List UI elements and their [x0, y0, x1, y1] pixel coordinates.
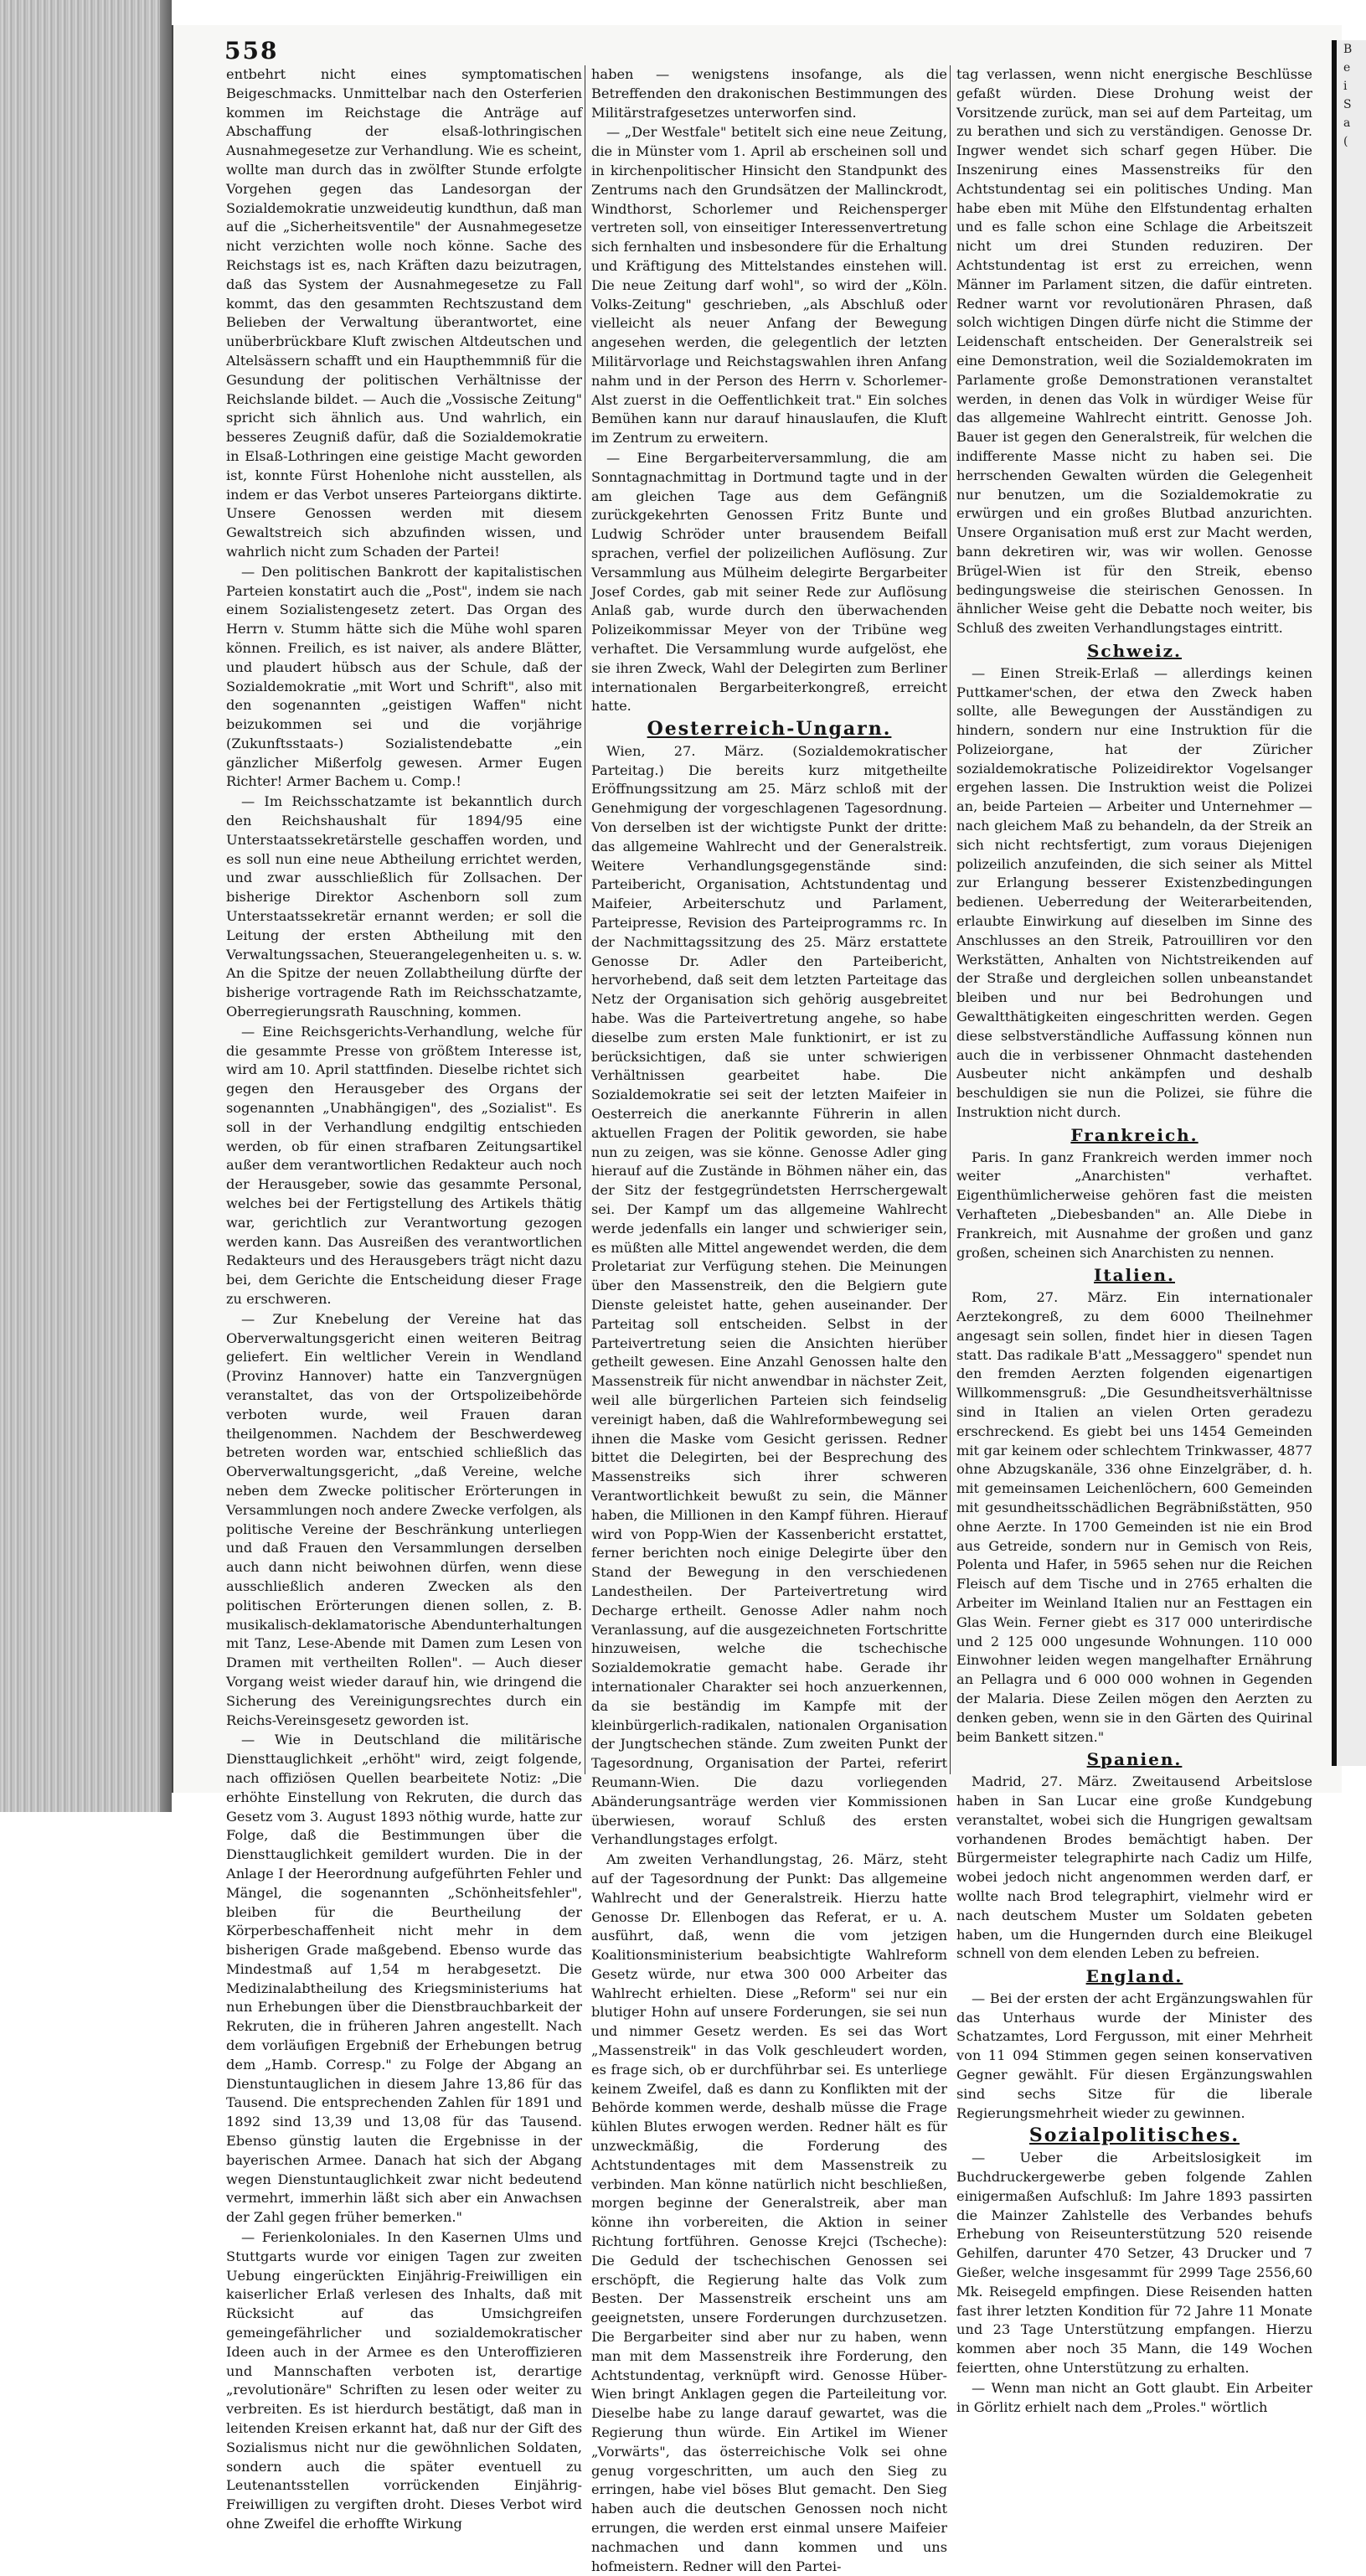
section-heading: Frankreich.	[1070, 1124, 1198, 1145]
article-paragraph: — Wie in Deutschland die militärische Diensttauglichkeit „erhöht" wird, zeigt folgende, nach offiziösen Quellen bearbeitete Notiz: „Die erhöhte Einstellung von Rekruten, die durch das Gesetz vom 3. August 1893 nöthig wurde, hatte zur Folge, daß die Bestimmungen über die Diensttauglichkeit gemildert wurden. Die in der Anlage I der Heerordnung aufgeführten Fehler und Mängel, die sogenannten „Schönheitsfehler", bleiben für die Beurtheilung der Körperbeschaffenheit nicht mehr in dem bisherigen Grade maßgebend. Ebenso wurde das Mindestmaß auf 1,54 m herabgesetzt. Die Medizinalabtheilung des Kriegsministeriums hat nun Erhebungen über die Dienstbrauchbarkeit der Rekruten, die in früheren Jahren angestellt. Nach dem vorläufigen Ergebniß der Erhebungen betrug dem „Hamb. Corresp." zu Folge der Abgang an Dienstuntauglichen in diesem Jahre 13,86 für das Tausend. Die entsprechenden Zahlen für 1891 und 1892 sind 13,39 und 13,08 für das Tausend. Ebenso günstig lauten die Ergebnisse in der bayerischen Armee. Danach hat sich der Abgang wegen Dienstuntauglichkeit zwar nicht bedeutend vermehrt, immerhin läßt sich aber ein Anwachsen der Zahl gegen früher bemerken."	[226, 1732, 582, 2226]
article-paragraph: tag verlassen, wenn nicht energische Beschlüsse gefaßt würden. Diese Drohung weist der Vorsitzende zurück, man sei auf dem Parteitag, um zu berathen und sich zu verständigen. Genosse Dr. Ingwer wendet sich scharf gegen Hüber. Die Inszenirung eines Massenstreiks für den Achtstundentag sei ein politisches Unding. Man habe eben mit Mühe den Elfstundentag erhalten und es falle schon eine Schlage die Arbeitszeit nicht um drei Stunden reduziren. Der Achtstundentag ist erst zu erreichen, wenn Männer im Parlament sitzen, die dafür eintreten. Redner warnt vor revolutionären Phrasen, daß solch wichtigen Dingen dürfe nicht die Stimme der Leidenschaft entscheiden. Der Generalstreik sei eine Demonstration, weil die Sozialdemokraten im Parlamente große Demonstrationen veranstaltet werden, in denen das Volk in würdiger Weise für das allgemeine Wahlrecht eintritt. Genosse Joh. Bauer ist gegen den Generalstreik, für welchen die indifferente Masse nicht zu haben sei. Die herrschenden Gewalten würden die Gelegenheit nur benutzen, um die Sozialdemokratie zu erwürgen und ein großes Blutbad anzurichten. Unsere Organisation muß erst zur Macht werden, bann dekretiren wir, was wir wollen. Genosse Brügel-Wien ist für den Streik, ebenso bedingungsweise die steirischen Genossen. In ähnlicher Weise geht die Debatte noch weiter, bis Schluß des zweiten Verhandlungstages eintritt.	[956, 66, 1312, 637]
article-paragraph: Am zweiten Verhandlungstag, 26. März, steht auf der Tagesordnung der Punkt: Das allgemeine Wahlrecht und der Generalstreik. Hierzu hatte Genosse Dr. Ellenbogen das Referat, er u. A. ausführt, daß, wenn die vom jetzigen Koalitionsministerium beabsichtigte Wahlreform Gesetz würde, nur etwa 300 000 Arbeiter das Wahlrecht erhielten. Diese „Reform" sei nur ein blutiger Hohn auf unsere Forderungen, sie sei nun und nimmer Gesetz werden. Es sei das Wort „Massenstreik" in das Volk geschleudert worden, es frage sich, ob er durchführbar sei. Es unterliege keinem Zweifel, daß es dann zu Konflikten mit der Behörde kommen werde, deshalb müsse die Frage kühlen Blutes erwogen werden. Redner hält es für unzweckmäßig, die Forderung des Achtstundentages mit dem Massenstreik zu verbinden. Man könne natürlich nicht beschließen, morgen beginne der Generalstreik, aber man könne ihn vorbereiten, die Aktion in seiner Richtung fortführen. Genosse Krejci (Tscheche): Die Geduld der tschechischen Genossen sei erschöpft, die Regierung halte das Volk zum Besten. Der Massenstreik erscheint uns am geeignetsten, unsere Forderungen durchzusetzen. Die Bergarbeiter sind aber nur zu haben, wenn man mit dem Massenstreik ihre Forderung, den Achtstundentag, verknüpft wird. Genosse Hüber-Wien bringt Anklagen gegen die Parteileitung vor. Dieselbe habe zu lange darauf gewartet, was die Regierung thun würde. Ein Artikel im Wiener „Vorwärts", das österreichische Volk sei ohne genug vorgeschritten, um auch den Sieg zu erringen, habe viel böses Blut gemacht. Den Sieg haben auch die deutschen Genossen noch nicht errungen, die werden erst einmal unsere Maifeier nachmachen und dann kommen und uns hofmeistern. Redner will den Partei-	[591, 1851, 947, 2574]
article-paragraph: — „Der Westfale" betitelt sich eine neue Zeitung, die in Münster vom 1. April ab erscheinen soll und in kirchenpolitischer Hinsicht den Standpunkt des Zentrums nach den Grundsätzen der Mallinckrodt, Windthorst, Schorlemer und Reichensperger vertreten soll, von einseitiger Interessenvertretung sich fernhalten und insbesondere für die Erhaltung und Kräftigung des Mittelstandes einstehen will. Die neue Zeitung darf wohl", so wird der „Köln. Volks-Zeitung" geschrieben, „als Abschluß oder vielleicht als neuer Anfang der Bewegung angesehen werden, die gelegentlich der letzten Militärvorlage und Reichstagswahlen ihren Anfang nahm und in der Person des Herrn v. Schorlemer-Alst zuerst in die Oeffentlichkeit trat." Ein solches Bemühen kann nur darauf hinauslaufen, die Kluft im Zentrum zu erweitern.	[591, 124, 947, 447]
article-paragraph: — Einen Streik-Erlaß — allerdings keinen Puttkamer'schen, der etwa den Zweck haben sollte, alle Bewegungen der Ausständigen zu hindern, sondern nur eine Instruktion für die Polizeiorgane, hat der Züricher sozialdemokratische Polizeidirektor Vogelsanger ergehen lassen. Die Instruktion weist die Polizei an, beide Parteien — Arbeiter und Unternehmer — nach gleichem Maß zu behandeln, da der Streik an sich nicht rechtsfertigt, zum voraus Diejenigen polizeilich anzufeinden, die sich seiner als Mittel zur Erlangung besserer Existenzbedingungen bedienen. Ueberredung der Weiterarbeitenden, erlaubte Einwirkung auf dieselben im Sinne des Anschlusses an den Streik, Patrouilliren vor den Werkstätten, Anhalten von Nichtstreikenden auf der Straße und dergleichen sollen unbeanstandet bleiben und nur bei Bedrohungen und Gewaltthätigkeiten eingeschritten werden. Gegen diese selbstverständliche Auffassung können nun auch die in verbissener Ohnmacht dastehenden Ausbeuter nicht ankämpfen und deshalb beschuldigen sie nun die Polizei, sie führe die Instruktion nicht durch.	[956, 664, 1312, 1121]
article-paragraph: — Bei der ersten der acht Ergänzungswahlen für das Unterhaus wurde der Minister des Schatzamtes, Lord Fergusson, mit einer Mehrheit von 11 094 Stimmen gegen seinen konservativen Gegner gewählt. Für diesen Ergänzungswahlen sind sechs Sitze für die liberale Regierungsmehrheit wieder zu gewinnen.	[956, 1990, 1312, 2121]
article-paragraph: — Den politischen Bankrott der kapitalistischen Parteien konstatirt auch die „Post", indem sie nach einem Sozialistengesetz zetert. Das Organ des Herrn v. Stumm hätte sich die Mühe wohl sparen können. Freilich, es ist naiver, als andere Blätter, und plaudert hübsch aus der Schule, daß der Sozialdemokratie „mit Wort und Schrift", also mit den sogenannten „geistigen Waffen" nicht beizukommen sei und die vorjährige (Zukunftsstaats-) Sozialistendebatte „ein gänzlicher Mißerfolg gewesen. Armer Eugen Richter! Armer Bachem u. Comp.!	[226, 563, 582, 790]
strip-text: B	[1343, 43, 1353, 56]
article-paragraph: — Eine Reichsgerichts-Verhandlung, welche für die gesammte Presse von größtem Interesse ist, wird am 10. April stattfinden. Dieselbe richtet sich gegen den Herausgeber des Organs der sogenannten „Unabhängigen", des „Sozialist". Es soll in der Verhandlung endgiltig entschieden werden, ob für einen strafbaren Zeitungsartikel außer dem verantwortlichen Redakteur auch noch der Herausgeber, sowie das gesammte Personal, welches bei der Fertigstellung des Artikels thätig war, gerichtlich zur Verantwortung gezogen werden kann. Das Ausreißen des verantwortlichen Redakteurs und des Herausgebers trägt nicht dazu bei, dem Gerichte die Entscheidung dieser Frage zu erschweren.	[226, 1023, 582, 1307]
column-left	[226, 65, 582, 2532]
article-paragraph: Madrid, 27. März. Zweitausend Arbeitslose haben in San Lucar eine große Kundgebung veranstaltet, wobei sich die Hungrigen gewaltsam vorhandenen Brodes bemächtigt haben. Der Bürgermeister telegraphirte nach Cadiz um Hilfe, wobei jedoch nicht angenommen werden darf, er wollte nach Brod telegraphirt, vielmehr wird er nach deutschem Muster um Soldaten gebeten haben, um die Hungernden durch eine Bleikugel schnell von dem elenden Leben zu befreien.	[956, 1773, 1312, 1962]
strip-text: a	[1343, 116, 1351, 130]
strip-text: (	[1343, 135, 1348, 148]
section-heading: Spanien.	[1086, 1749, 1183, 1770]
section-heading: Schweiz.	[1086, 640, 1183, 661]
book-edge	[0, 0, 172, 1812]
section-heading: Oesterreich-Ungarn.	[647, 718, 892, 741]
column-divider	[950, 65, 951, 1774]
page-number: 558	[224, 37, 279, 65]
strip-text: e	[1343, 61, 1351, 75]
article-paragraph: — Zur Knebelung der Vereine hat das Oberverwaltungsgericht einen weiteren Beitrag geliefert. Ein weltlicher Verein in Wendland (Provinz Hannover) hatte ein Tanzvergnügen veranstaltet, das von der Ortspolizeibehörde verboten wurde, weil Frauen daran theilgenommen. Nachdem der Beschwerdeweg betreten worden war, entschied schließlich das Oberverwaltungsgericht, „daß Vereine, welche neben dem Zwecke politischer Erörterungen in Versammlungen noch andere Zwecke verfolgen, als politische Vereine der Beschränkung unterliegen und daß Frauen den Versammlungen derselben auch dann nicht beiwohnen dürfen, wenn diese ausschließlich anderen Zwecken als den politischen Erörterungen dienen sollen, z. B. musikalisch-deklamatorische Abendunterhaltungen mit Tanz, Lese-Abende mit Damen zum Lesen von Dramen mit vertheilten Rollen". — Auch dieser Vorgang weist wieder darauf hin, wie dringend die Sicherung des Vereinigungsrechtes durch ein Reichs-Vereinsgesetz geworden ist.	[226, 1310, 582, 1728]
section-heading: Sozialpolitisches.	[1028, 2124, 1240, 2147]
article-paragraph: haben — wenigstens insofange, als die Betreffenden den drakonischen Bestimmungen des Militärstrafgesetzes unterworfen sind.	[591, 66, 947, 121]
article-paragraph: Paris. In ganz Frankreich werden immer noch weiter „Anarchisten" verhaftet. Eigenthümlicherweise gehören fast die meisten Verhafteten „Diebesbanden" an. Alle Diebe in Frankreich, mit Ausnahme der großen und ganz großen, scheinen sich Anarchisten zu nennen.	[956, 1149, 1312, 1261]
column-middle	[591, 65, 947, 2574]
strip-text: i	[1343, 80, 1348, 93]
article-paragraph: — Im Reichsschatzamte ist bekanntlich durch den Reichshaushalt für 1894/95 eine Unterstaatssekretärstelle geschaffen worden, und es soll nun eine neue Abtheilung errichtet werden, und zwar ausschließlich für Zollsachen. Der bisherige Direktor Aschenborn soll zum Unterstaatssekretär ernannt werden; er soll die Leitung der ersten Abtheilung mit den Verwaltungssachen, Steuerangelegenheiten u. s. w. An die Spitze der neuen Zollabtheilung dürfte der bisherige vortragende Rath im Reichsschatzamte, Oberregierungsrath Rauschning, kommen.	[226, 793, 582, 1020]
section-heading: Italien.	[1094, 1265, 1175, 1286]
article-paragraph: — Eine Bergarbeiterversammlung, die am Sonntagnachmittag in Dortmund tagte und in der am gleichen Tage aus dem Gefängniß zurückgekehrten Genossen Fritz Bunte und Ludwig Schröder unter brausendem Beifall sprachen, verfiel der polizeilichen Auflösung. Zur Versammlung aus Mülheim delegirte Bergarbeiter Josef Cordes, gab mit seiner Rede zur Auflösung Anlaß gab, wurde durch den überwachenden Polizeikommissar Meyer von der Tribüne weg verhaftet. Die Versammlung wurde aufgelöst, ehe sie ihren Zweck, Wahl der Delegirten zum Berliner internationalen Bergarbeiterkongreß, erreicht hatte.	[591, 449, 947, 715]
article-paragraph: Rom, 27. März. Ein internationaler Aerztekongreß, zu dem 6000 Theilnehmer angesagt sein sollen, findet hier in diesen Tagen statt. Das radikale B'att „Messaggero" spendet nun den fremden Aerzten folgenden eigenartigen Willkommensgruß: „Die Gesundheitsverhältnisse sind in Italien an vielen Orten geradezu erschreckend. Es giebt bei uns 1454 Gemeinden mit gar keinem oder schlechtem Trinkwasser, 4877 ohne Abzugskanäle, 336 ohne Einzelgräber, d. h. mit gemeinsamen Leichenlöchern, 600 Gemeinden mit gesundheitsschädlichen Begräbnißstätten, 950 ohne Aerzte. In 1700 Gemeinden ist nie ein Brod aus Getreide, sondern nur in Gemisch von Reis, Polenta und Hafer, in 5965 sehen nur die Reichen Fleisch auf dem Tische und in 2765 erhalten die Arbeiter im Weinland Italien nur an Festtagen ein Glas Wein. Ferner giebt es 317 000 unterirdische und 2 125 000 ungesunde Wohnungen. 110 000 Einwohner leiden wegen mangelhafter Ernährung an Pellagra und 6 000 000 wohnen in Gegenden der Malaria. Diese Zeilen mögen den Aerzten zu denken geben, wenn sie in den Gärten des Quirinal beim Bankett sitzen."	[956, 1289, 1312, 1745]
article-paragraph: — Wenn man nicht an Gott glaubt. Ein Arbeiter in Görlitz erhielt nach dem „Proles." wörtlich	[956, 2379, 1312, 2415]
article-paragraph: — Ueber die Arbeitslosigkeit im Buchdruckergewerbe geben folgende Zahlen einigermaßen Aufschluß: Im Jahre 1893 passirten die Mainzer Zahlstelle des Verbandes behufs Erhebung von Reiseunterstützung 520 reisende Gehilfen, darunter 470 Setzer, 43 Drucker und 7 Gießer, welche insgesammt für 2999 Tage 2556,60 Mk. Reisegeld empfingen. Diese Reisenden hatten fast ihrer letzten Kondition für 72 Jahre 11 Monate und 23 Tage Unterstützung empfangen. Hierzu kommen aber noch 35 Mann, die 149 Wochen feiertten, ohne Unterstützung zu erhalten.	[956, 2150, 1312, 2377]
next-page-strip	[1332, 40, 1366, 1766]
article-paragraph: Wien, 27. März. (Sozialdemokratischer Parteitag.) Die bereits kurz mitgetheilte Eröffnungssitzung am 25. März schloß mit der Genehmigung der vorgeschlagenen Tagesordnung. Von derselben ist der wichtigste Punkt der dritte: das allgemeine Wahlrecht und der Generalstreik. Weitere Verhandlungsgegenstände sind: Parteibericht, Organisation, Achtstundentag und Maifeier, Arbeiterschutz und Parlament, Parteipresse, Revision des Parteiprogramms rc. In der Nachmittagssitzung des 25. März erstattete Genosse Dr. Adler den Parteibericht, hervorhebend, daß seit dem letzten Parteitage das Netz der Organisation sich gehörig ausgebreitet habe. Was die Parteivertretung angehe, so habe dieselbe zum ersten Male funktionirt, er ist zu berücksichtigen, daß sie unter schwierigen Verhältnissen gearbeitet habe. Die Sozialdemokratie sei seit der letzten Maifeier in Oesterreich die anerkannte Führerin in allen aktuellen Fragen der Politik geworden, sie habe nun zu zeigen, was sie könne. Genosse Adler ging hierauf auf die Zustände in Böhmen näher ein, das der Sitz der festgegründetsten Herrschergewalt sei. Der Kampf um das allgemeine Wahlrecht werde jedenfalls ein langer und schwieriger sein, es müßten alle Mittel angewendet werden, die dem Proletariat zur Verfügung stehen. Die Meinungen über den Massenstreik, den die Belgiern gute Dienste geleistet hatte, gehen auseinander. Der Parteitag soll entscheiden. Selbst in der Parteivertretung seien die Ansichten hierüber getheilt gewesen. Eine Anzahl Genossen halte den Massenstreik für nicht anwendbar in nächster Zeit, weil alle bürgerlichen Parteien sich feindselig vereinigt haben, daß die Wahlreformbewegung sei ihnen die Maske vom Gesicht gerissen. Redner bittet die Delegirten, bei der Besprechung des Massenstreiks sich ihrer schweren Verantwortlichkeit bewußt zu sein, die Männer haben, die Millionen in den Kampf führen. Hierauf wird von Popp-Wien der Kassenbericht erstattet, ferner berichten noch einige Delegirte über den Stand der Bewegung in den verschiedenen Landestheilen. Der Parteivertretung wird Decharge ertheilt. Genosse Adler nahm noch Veranlassung, auf die ausgezeichneten Fortschritte hinzuweisen, welche die tschechische Sozialdemokratie gemacht habe. Gerade ihr internationaler Charakter sei hoch anzuerkennen, da sie beständig im Kampfe mit der kleinbürgerlich-radikalen, nationalen Organisation der Jungtschechen stände. Zum zweiten Punkt der Tagesordnung, Organisation der Partei, referirt Reumann-Wien. Die dazu vorliegenden Abänderungsanträge werden vier Kommissionen überwiesen, worauf Schluß des ersten Verhandlungstages erfolgt.	[591, 742, 947, 1848]
section-heading: England.	[1085, 1966, 1183, 1987]
column-right	[956, 65, 1312, 2415]
article-paragraph: — Ferienkoloniales. In den Kasernen Ulms und Stuttgarts wurde vor einigen Tagen zur zweiten Uebung eingerückten Einjährig-Freiwilligen ein kaiserlicher Erlaß verlesen des Inhalts, daß mit Rücksicht auf das Umsichgreifen gemeingefährlicher und sozialdemokratischer Ideen auch in der Armee es den Unteroffizieren und Mannschaften verboten ist, derartige „revolutionäre" Schriften zu lesen oder weiter zu verbreiten. Es ist hierdurch bestätigt, daß man in leitenden Kreisen erkannt hat, daß nur der Gift des Sozialismus nicht nur die gewöhnlichen Soldaten, sondern auch die später eventuell zu Leutenantsstellen vorrückenden Einjährig-Freiwilligen zu vergiften droht. Dieses Verbot wird ohne Zweifel die erhoffte Wirkung	[226, 2229, 582, 2532]
strip-text: S	[1343, 98, 1352, 111]
article-paragraph: entbehrt nicht eines symptomatischen Beigeschmacks. Unmittelbar nach den Osterferien kommen im Reichstage die Anträge auf Abschaffung der elsaß-lothringischen Ausnahmegesetze zur Verhandlung. Wie es scheint, wollte man durch das in zwölfter Stunde erfolgte Vorgehen gegen das Landesorgan der Sozialdemokratie unzweideutig kundthun, daß man auf die „Sicherheitsventile" der Ausnahmegesetze nicht verzichten wolle noch könne. Sache des Reichstags ist es, nach Kräften dazu beizutragen, daß das System der Ausnahmegesetze zu Fall kommt, das den gesammten Rechtszustand dem Belieben der Verwaltung überantwortet, eine unüberbrückbare Kluft zwischen Altdeutschen und Altelsässern schafft und ein Haupthemmniß für die Gesundung der politischen Verhältnisse der Reichslande bildet. — Auch die „Vossische Zeitung" spricht sich ähnlich aus. Und wahrlich, ein besseres Zeugniß dafür, daß die Sozialdemokratie in Elsaß-Lothringen eine geistige Macht geworden ist, konnte Fürst Hohenlohe nicht ausstellen, als indem er das Verbot unseres Parteiorgans diktirte. Unsere Genossen werden mit diesem Gewaltstreich sich abzufinden wissen, und wahrlich nicht zum Schaden der Partei!	[226, 66, 582, 560]
